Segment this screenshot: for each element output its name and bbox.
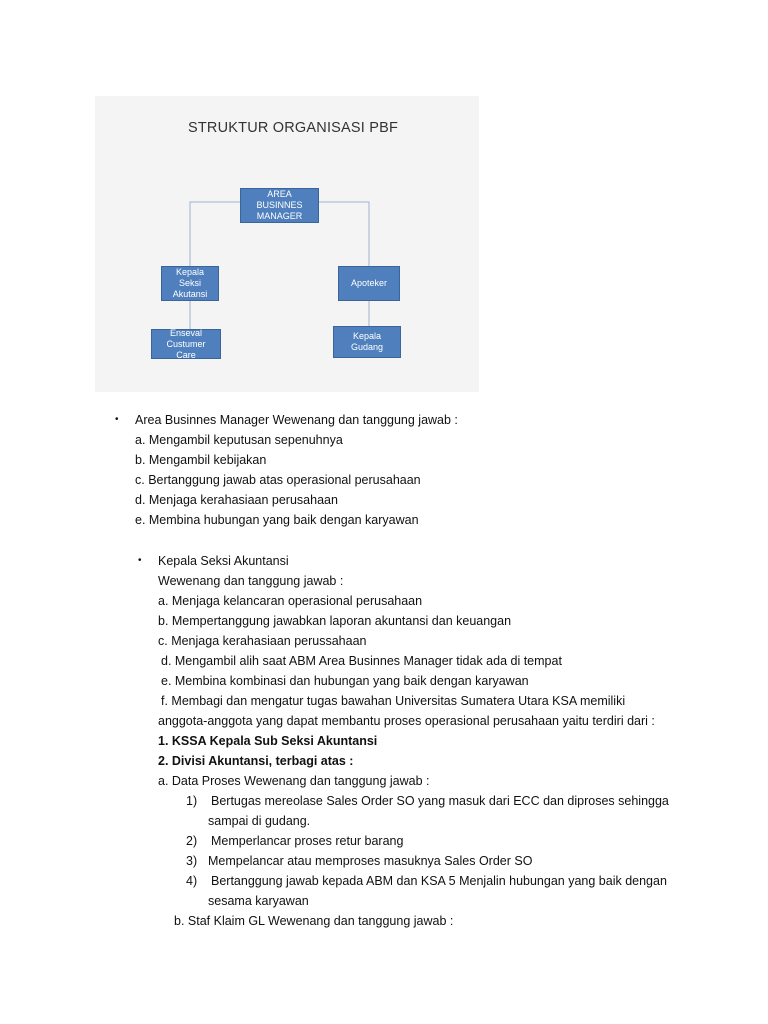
numbered-marker: 4): [186, 874, 198, 888]
list-item: f. Membagi dan mengatur tugas bawahan Universitas Sumatera Utara KSA memiliki: [161, 694, 626, 708]
bullet-marker: •: [138, 555, 142, 566]
numbered-item: Bertugas mereolase Sales Order SO yang masuk dari ECC dan diproses sehingga: [211, 794, 669, 808]
numbered-marker: 1): [186, 794, 198, 808]
list-item: anggota-anggota yang dapat membantu proses operasional perusahaan yaitu terdiri dari :: [158, 714, 655, 728]
node-kepala-gudang: Kepala Gudang: [333, 326, 401, 358]
numbered-item: Bertanggung jawab kepada ABM dan KSA 5 Menjalin hubungan yang baik dengan: [211, 874, 667, 888]
numbered-item-continuation: sampai di gudang.: [208, 814, 311, 828]
staf-klaim-heading: b. Staf Klaim GL Wewenang dan tanggung jawab :: [174, 914, 454, 928]
connector-abm-apoteker: [319, 202, 369, 266]
node-enseval-custumer-care: Enseval Custumer Care: [151, 329, 221, 359]
node-area-businnes-manager: AREA BUSINNES MANAGER: [240, 188, 319, 223]
bullet-marker: •: [115, 414, 119, 425]
section1-heading: Area Businnes Manager Wewenang dan tanggung jawab :: [135, 413, 458, 427]
section2-subheading: Wewenang dan tanggung jawab :: [158, 574, 344, 588]
list-item: e. Membina kombinasi dan hubungan yang baik dengan karyawan: [161, 674, 529, 688]
list-item: c. Bertanggung jawab atas operasional perusahaan: [135, 473, 421, 487]
list-item: c. Menjaga kerahasiaan perussahaan: [158, 634, 367, 648]
chart-title: STRUKTUR ORGANISASI PBF: [188, 120, 399, 136]
numbered-item-continuation: sesama karyawan: [208, 894, 309, 908]
data-proses-heading: a. Data Proses Wewenang dan tanggung jawab :: [158, 774, 430, 788]
list-item: a. Mengambil keputusan sepenuhnya: [135, 433, 343, 447]
numbered-marker: 3): [186, 854, 198, 868]
list-item: d. Mengambil alih saat ABM Area Businnes Manager tidak ada di tempat: [161, 654, 562, 668]
list-item-bold: 2. Divisi Akuntansi, terbagi atas :: [158, 754, 354, 768]
list-item-bold: 1. KSSA Kepala Sub Seksi Akuntansi: [158, 734, 378, 748]
numbered-item: Mempelancar atau memproses masuknya Sales Order SO: [208, 854, 533, 868]
node-kepala-seksi-akutansi: Kepala Seksi Akutansi: [161, 266, 219, 301]
list-item: b. Mengambil kebijakan: [135, 453, 267, 467]
list-item: b. Mempertanggung jawabkan laporan akuntansi dan keuangan: [158, 614, 512, 628]
list-item: e. Membina hubungan yang baik dengan karyawan: [135, 513, 419, 527]
numbered-item: Memperlancar proses retur barang: [211, 834, 404, 848]
numbered-marker: 2): [186, 834, 198, 848]
list-item: d. Menjaga kerahasiaan perusahaan: [135, 493, 338, 507]
node-apoteker: Apoteker: [338, 266, 400, 301]
org-chart: [95, 96, 479, 392]
connector-abm-kepala-seksi: [190, 202, 240, 266]
list-item: a. Menjaga kelancaran operasional perusahaan: [158, 594, 423, 608]
section2-heading: Kepala Seksi Akuntansi: [158, 554, 289, 568]
